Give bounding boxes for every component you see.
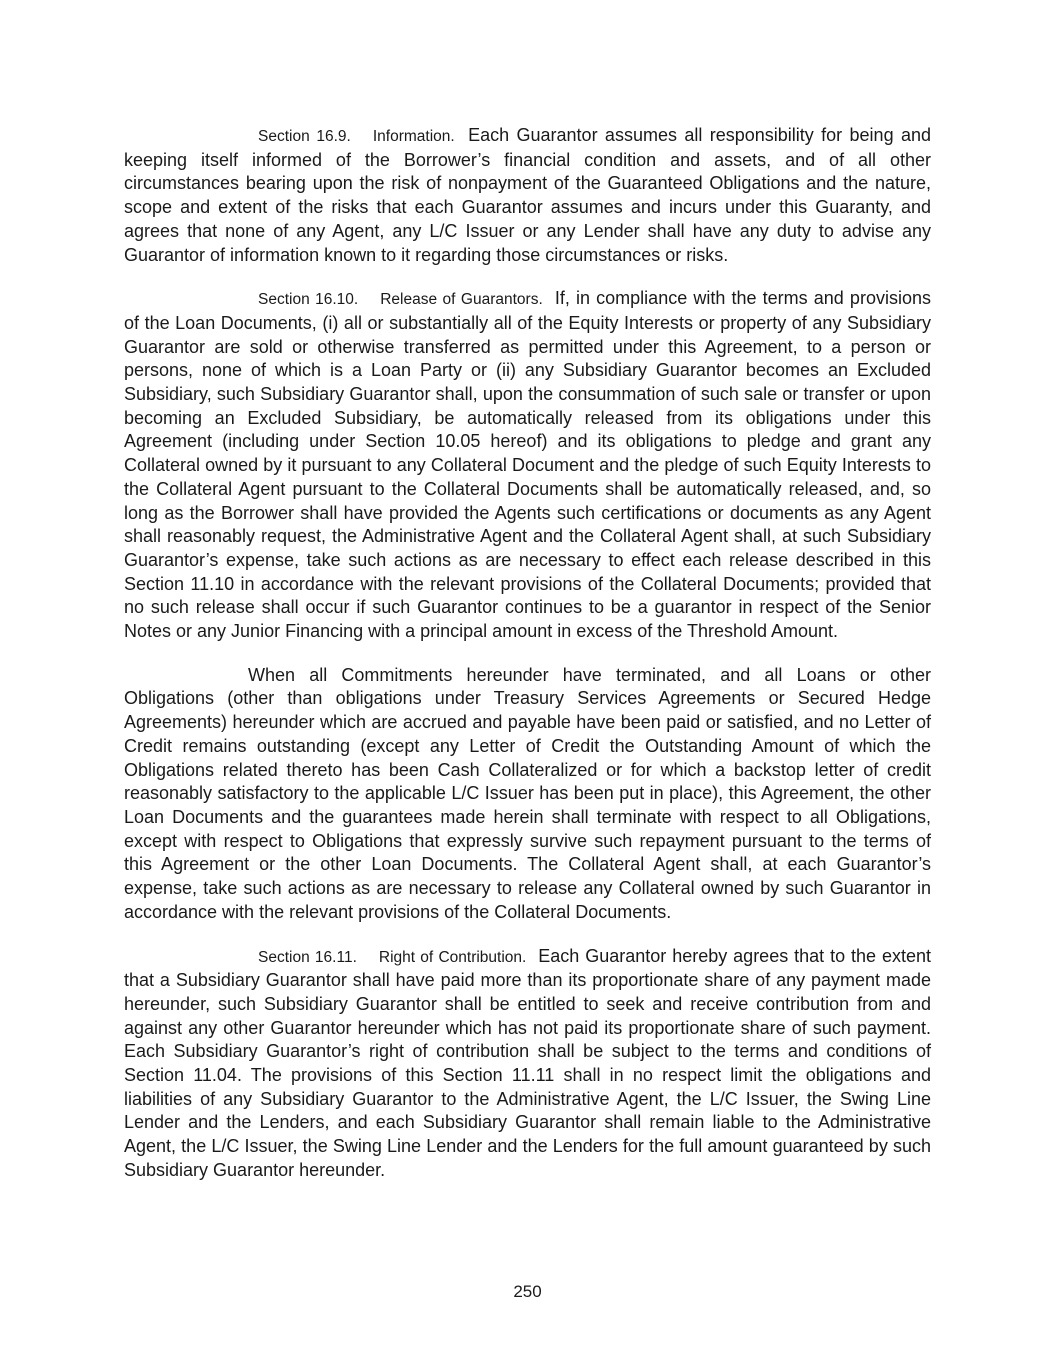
section-body: Each Guarantor assumes all responsibility for being and keeping itself informed of the Borrower’s financial condition and assets, and of all other circumstances bearing upon the risk of nonpayment of the Guaranteed Obligations and the nature, scope and extent of the risks that each Guarantor assumes and incurs under this Guaranty, and agrees that none of any Agent, any L/C Issuer or any Lender shall have any duty to advise any Guarantor of information known to it regarding those circumstances or risks. xyxy=(124,125,931,265)
section-number: Section 16.10. xyxy=(258,291,359,309)
paragraph-body: When all Commitments hereunder have terminated, and all Loans or other Obligations (other than obligations under Treasury Services Agreements or Secured Hedge Agreements) hereunder which are accrued and payable have been paid or satisfied, and no Letter of Credit remains outstanding (except any Letter of Credit the Outstanding Amount of which the Obligations related thereto has been Cash Collateralized or for which a backstop letter of credit reasonably satisfactory to the applicable L/C Issuer has been put in place), this Agreement, the other Loan Documents and the guarantees made herein shall terminate with respect to all Obligations, except with respect to Obligations that expressly survive such repayment pursuant to the terms of this Agreement or the other Loan Documents. The Collateral Agent shall, at each Guarantor’s expense, take such actions as are necessary to release any Collateral owned by such Guarantor in accordance with the relevant provisions of the Collateral Documents. xyxy=(124,664,931,922)
document-page xyxy=(124,124,931,1203)
termination-paragraph xyxy=(124,664,931,925)
section-16-11-paragraph xyxy=(124,945,931,1183)
section-title: Right of Contribution. xyxy=(378,948,527,966)
section-body: Each Guarantor hereby agrees that to the extent that a Subsidiary Guarantor shall have paid more than its proportionate share of any payment made hereunder, such Subsidiary Guarantor shall be entitled to seek and receive contribution from and against any other Guarantor hereunder which has not paid its proportionate share of such payment. Each Subsidiary Guarantor’s right of contribution shall be subject to the terms and conditions of Section 11.04. The provisions of this Section 11.11 shall in no respect limit the obligations and liabilities of any Subsidiary Guarantor to the Administrative Agent, the L/C Issuer, the Swing Line Lender and the Lenders, and each Subsidiary Guarantor shall remain liable to the Administrative Agent, the L/C Issuer, the Swing Line Lender and the Lenders for the full amount guaranteed by such Subsidiary Guarantor hereunder. xyxy=(124,945,931,1180)
section-body: If, in compliance with the terms and provisions of the Loan Documents, (i) all or substantially all of the Equity Interests or property of any Subsidiary Guarantor are sold or otherwise transferred as permitted under this Agreement, to a person or persons, none of which is a Loan Party or (ii) any Subsidiary Guarantor becomes an Excluded Subsidiary, such Subsidiary Guarantor shall, upon the consummation of such sale or transfer or upon becoming an Excluded Subsidiary, be automatically released from its obligations under this Agreement (including under Section 10.05 hereof) and its obligations to pledge and grant any Collateral owned by it pursuant to any Collateral Document and the pledge of such Equity Interests to the Collateral Agent pursuant to the Collateral Documents shall be automatically released, and, so long as the Borrower shall have provided the Agents such certifications or documents as any Agent shall reasonably request, the Administrative Agent and the Collateral Agent shall, at such Subsidiary Guarantor’s expense, take such actions as are necessary to effect each release described in this Section 11.10 in accordance with the relevant provisions of the Collateral Documents; provided that no such release shall occur if such Guarantor continues to be a guarantor in respect of the Senior Notes or any Junior Financing with a principal amount in excess of the Threshold Amount. xyxy=(124,288,931,642)
section-title: Information. xyxy=(372,128,455,145)
section-16-9-paragraph xyxy=(124,124,931,267)
section-number: Section 16.11. xyxy=(258,948,357,966)
section-number: Section 16.9. xyxy=(258,128,351,145)
page-number: 250 xyxy=(513,1282,542,1301)
section-16-10-paragraph xyxy=(124,287,931,644)
section-title: Release of Guarantors. xyxy=(380,291,543,309)
